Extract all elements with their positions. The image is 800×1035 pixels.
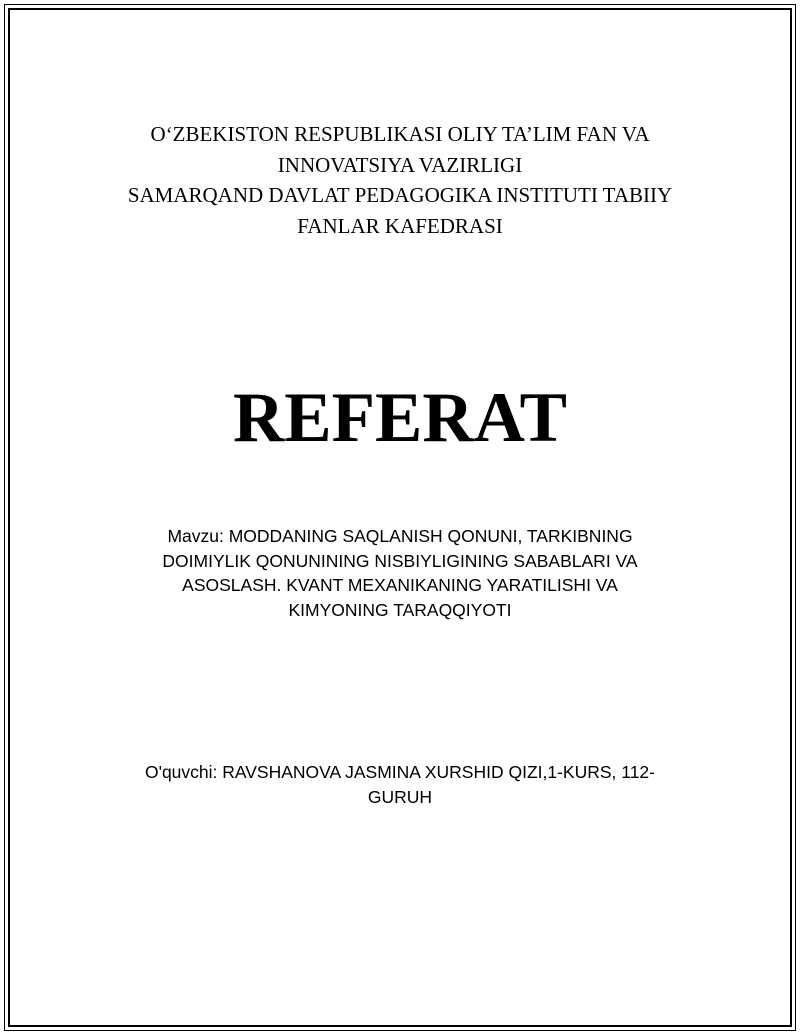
topic-line: ASOSLASH. KVANT MEXANIKANING YARATILISHI VA bbox=[182, 575, 618, 595]
ministry-header bbox=[0, 119, 800, 241]
student-info bbox=[0, 760, 800, 810]
document-title: REFERAT bbox=[233, 379, 567, 457]
topic-line: Mavzu: MODDANING SAQLANISH QONUNI, TARKIBNING bbox=[167, 526, 633, 546]
header-line: O‘ZBEKISTON RESPUBLIKASI OLIY TA’LIM FAN VA bbox=[150, 122, 650, 146]
header-line: SAMARQAND DAVLAT PEDAGOGIKA INSTITUTI TABIIY bbox=[127, 183, 673, 207]
topic-line: KIMYONING TARAQQIYOTI bbox=[288, 599, 512, 620]
student-line: O'quvchi: RAVSHANOVA JASMINA XURSHID QIZI,1-KURS, 112- bbox=[144, 762, 655, 782]
student-line: GURUH bbox=[367, 787, 433, 807]
header-line: FANLAR KAFEDRASI bbox=[297, 213, 503, 238]
topic-line: DOIMIYLIK QONUNINING NISBIYLIGINING SABABLARI VA bbox=[162, 550, 638, 571]
topic-block bbox=[0, 524, 800, 622]
header-line: INNOVATSIYA VAZIRLIGI bbox=[277, 152, 523, 177]
